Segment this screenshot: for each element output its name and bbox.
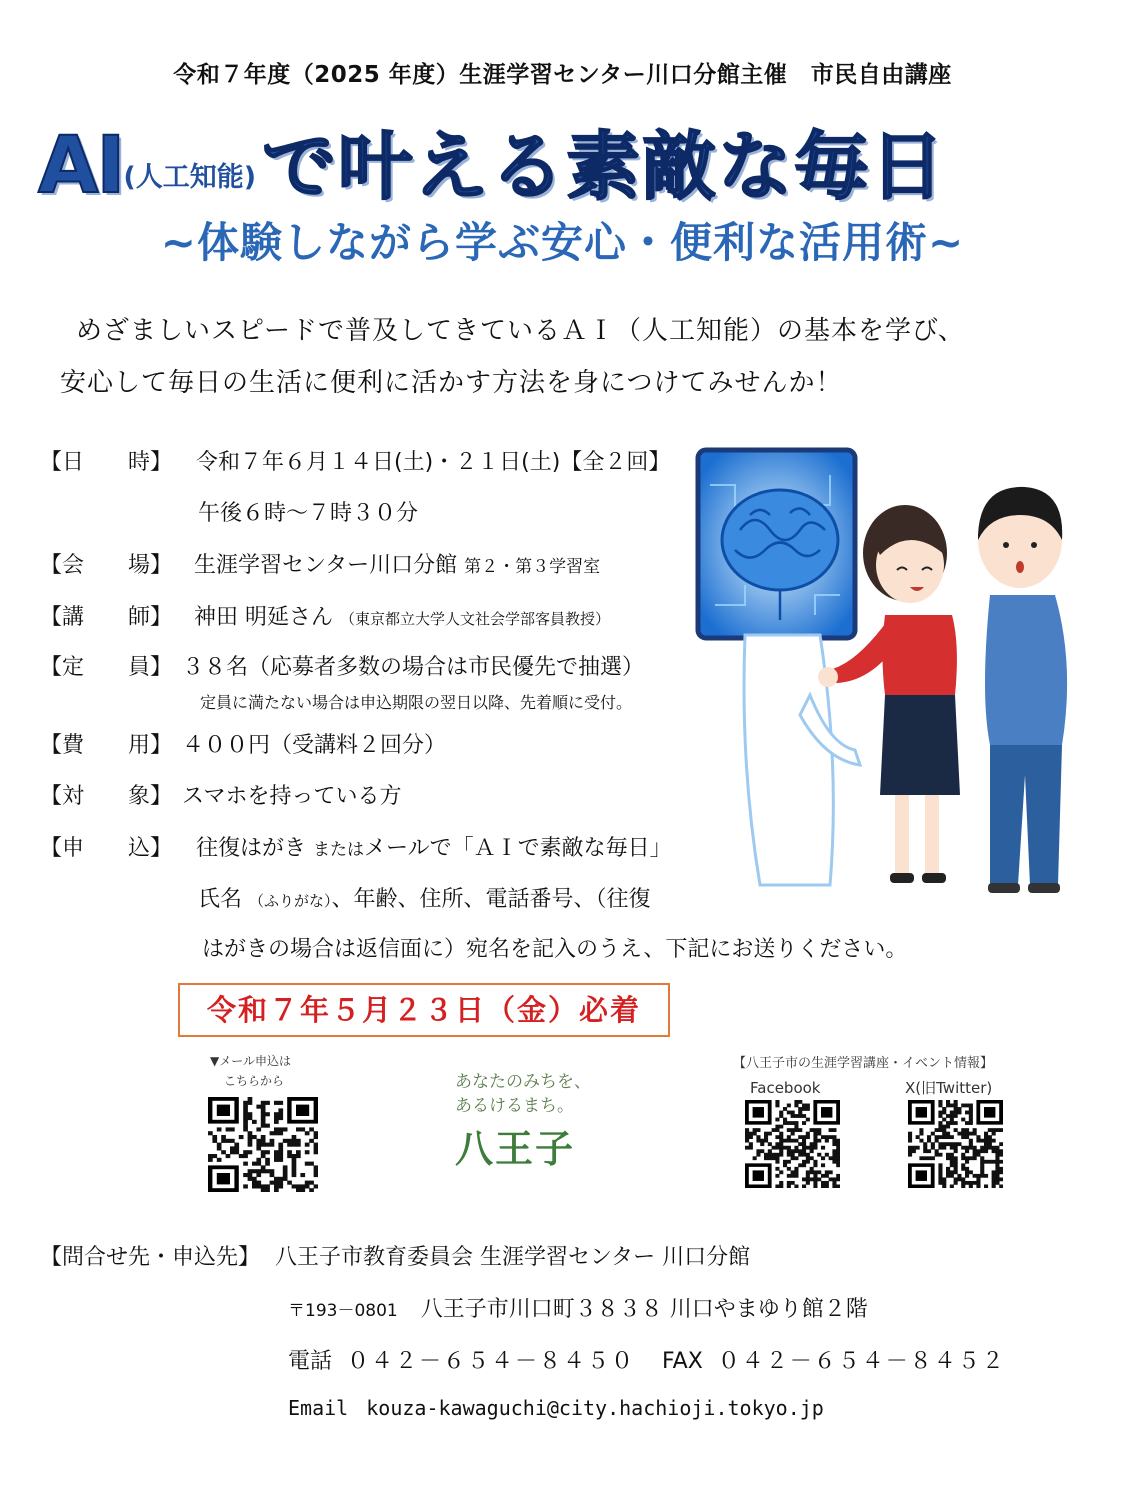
title-main: で叶える素敵な毎日 bbox=[262, 124, 947, 210]
sns-caption: 【八王子市の生涯学習講座・イベント情報】 bbox=[733, 1056, 994, 1071]
email-row bbox=[288, 1396, 824, 1420]
email-label: Email bbox=[288, 1396, 349, 1420]
capacity-note: 定員に満たない場合は申込期限の翌日以降、先着順に受付。 bbox=[200, 693, 633, 712]
capacity-value: ３８名（応募者多数の場合は市民優先で抽選） bbox=[182, 655, 645, 680]
logo-line-1: あなたのみちを、 bbox=[455, 1072, 591, 1092]
main-title bbox=[38, 108, 946, 214]
capacity-row bbox=[40, 650, 644, 681]
title-ai-paren: (人工知能) bbox=[123, 162, 257, 193]
fee-label: 【費 用】 bbox=[40, 733, 173, 758]
datetime-label: 【日 時】 bbox=[40, 450, 173, 475]
x-label: X(旧Twitter) bbox=[905, 1079, 993, 1097]
title-ai: AI bbox=[38, 121, 124, 211]
capacity-label: 【定 員】 bbox=[40, 655, 173, 680]
phone-row bbox=[288, 1344, 1006, 1375]
apply-row bbox=[40, 831, 672, 862]
target-value: スマホを持っている方 bbox=[182, 784, 402, 809]
venue-value: 生涯学習センター川口分館 bbox=[194, 553, 458, 578]
datetime-value: 令和７年６月１４日(土)・２１日(土)【全２回】 bbox=[196, 450, 671, 475]
x-qr-code[interactable] bbox=[908, 1100, 1003, 1188]
apply-method-postcard: 往復はがき bbox=[196, 836, 307, 861]
logo-line-2: あるけるまち。 bbox=[455, 1096, 574, 1116]
venue-row bbox=[40, 548, 600, 579]
intro-line-2: 安心して毎日の生活に便利に活かす方法を身につけてみせんか！ bbox=[60, 368, 843, 398]
header-line: 令和７年度（2025 年度）生涯学習センター川口分館主催 市民自由講座 bbox=[173, 62, 952, 88]
venue-label: 【会 場】 bbox=[40, 553, 173, 578]
postal-code: 〒193－0801 bbox=[288, 1301, 398, 1321]
apply-fields: 、年齢、住所、電話番号、（往復 bbox=[331, 887, 651, 912]
email-address[interactable]: kouza-kawaguchi@city.hachioji.tokyo.jp bbox=[366, 1396, 824, 1420]
contact-row bbox=[40, 1240, 750, 1271]
fax-label: FAX bbox=[662, 1349, 703, 1374]
apply-line-2 bbox=[198, 882, 651, 913]
lecturer-value: 神田 明延さん bbox=[194, 605, 333, 630]
intro-line-1: めざましいスピードで普及してきているＡＩ（人工知能）の基本を学び、 bbox=[76, 316, 965, 346]
venue-room: 第２・第３学習室 bbox=[464, 557, 601, 577]
lecturer-row bbox=[40, 600, 610, 631]
tel-number: ０４２－６５４－８４５０ bbox=[347, 1349, 636, 1374]
datetime-row bbox=[40, 445, 670, 476]
mail-qr-caption-1: ▼メール申込は bbox=[210, 1054, 291, 1068]
tel-label: 電話 bbox=[288, 1349, 333, 1374]
datetime-time: 午後６時～７時３０分 bbox=[198, 501, 419, 526]
lecturer-affiliation: （東京都立大学人文社会学部客員教授） bbox=[340, 610, 611, 628]
man-figure bbox=[978, 487, 1067, 893]
apply-method-mail: メールで「ＡＩで素敵な毎日」 bbox=[364, 836, 672, 861]
facebook-label: Facebook bbox=[750, 1079, 821, 1097]
ai-screen-head bbox=[698, 450, 855, 638]
deadline-box: 令和７年５月２３日（金）必着 bbox=[178, 983, 670, 1037]
facebook-qr-code[interactable] bbox=[745, 1100, 840, 1188]
mail-qr-code[interactable] bbox=[208, 1097, 318, 1192]
address: 八王子市川口町３８３８ 川口やまゆり館２階 bbox=[420, 1297, 868, 1322]
mail-qr-caption-2: こちらから bbox=[224, 1074, 285, 1088]
lecturer-label: 【講 師】 bbox=[40, 605, 173, 630]
hachioji-logo bbox=[455, 1070, 635, 1173]
contact-org: 八王子市教育委員会 生涯学習センター 川口分館 bbox=[275, 1245, 751, 1270]
fee-value: ４００円（受講料２回分） bbox=[182, 733, 447, 758]
fax-number: ０４２－６５４－８４５２ bbox=[717, 1349, 1006, 1374]
subtitle: ~体験しながら学ぶ安心・便利な活用術~ bbox=[160, 218, 965, 267]
ai-consultation-illustration bbox=[690, 445, 1100, 915]
logo-main: 八王子 bbox=[455, 1127, 576, 1171]
target-label: 【対 象】 bbox=[40, 784, 173, 809]
apply-name: 氏名 bbox=[198, 887, 243, 912]
apply-or: または bbox=[313, 840, 365, 860]
fee-row bbox=[40, 728, 446, 759]
address-row bbox=[288, 1292, 868, 1323]
apply-line-3: はがきの場合は返信面に）宛名を記入のうえ、下記にお送りください。 bbox=[202, 937, 908, 962]
target-row bbox=[40, 779, 402, 810]
apply-furigana: （ふりがな） bbox=[249, 892, 332, 910]
contact-label: 【問合せ先・申込先】 bbox=[40, 1245, 261, 1270]
apply-label: 【申 込】 bbox=[40, 836, 173, 861]
mail-qr-caption bbox=[210, 1051, 291, 1091]
